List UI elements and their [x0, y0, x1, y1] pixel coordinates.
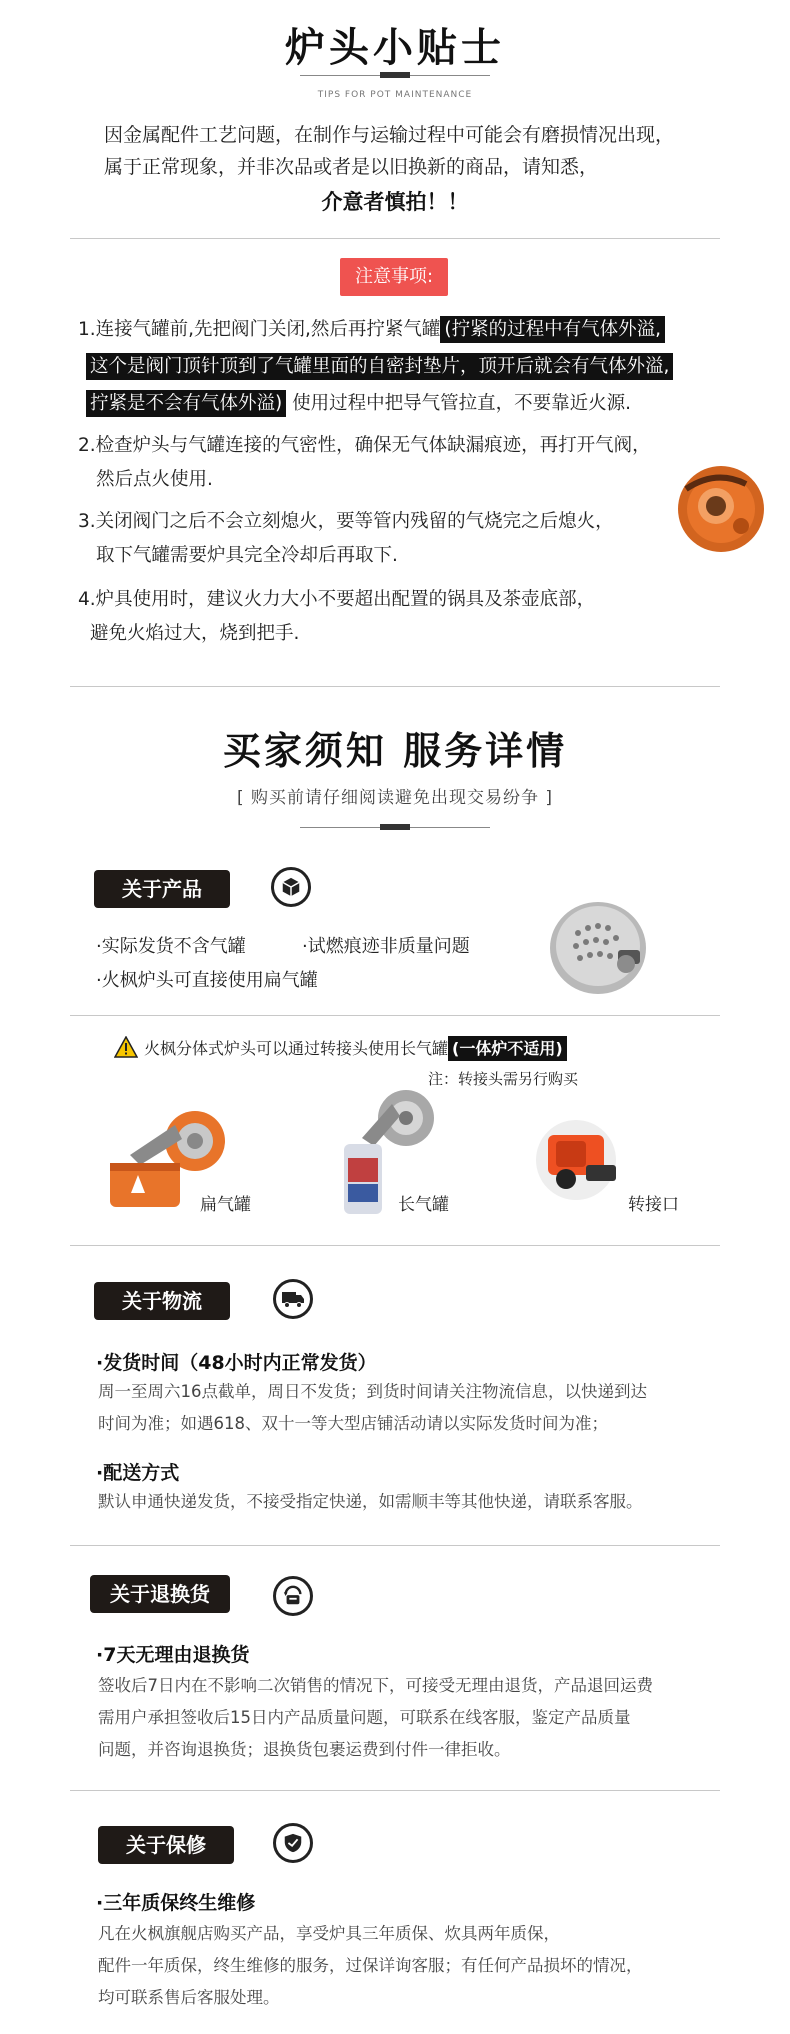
tip-1-line-3 [86, 387, 631, 421]
adapter-warning-highlight: (一体炉不适用) [448, 1036, 567, 1061]
intro-line-2: 属于正常现象，并非次品或者是以旧换新的商品，请知悉， [104, 156, 599, 178]
divider [70, 1790, 720, 1791]
tip-4-line-1: 4.炉具使用时，建议火力大小不要超出配置的锅具及茶壶底部， [78, 589, 596, 610]
tip-1-line-2 [86, 350, 673, 384]
adapter-photo [536, 1115, 626, 1205]
logistics-body-1: 周一至周六16点截单，周日不发货；到货时间请关注物流信息，以快递到达 [98, 1382, 647, 1401]
gas-connector-photo [676, 464, 766, 554]
product-bullet: ·实际发货不含气罐 [96, 936, 246, 957]
adapter-note: 注：转接头需另行购买 [428, 1070, 579, 1088]
logistics-heading-2: ·配送方式 [96, 1462, 180, 1484]
returns-label: 关于退换货 [90, 1575, 230, 1613]
buyer-section-title: 买家须知 服务详情 [222, 729, 568, 773]
logistics-heading-1: ·发货时间（48小时内正常发货） [96, 1352, 377, 1374]
product-bullet: ·试燃痕迹非质量问题 [302, 936, 470, 957]
long-canister-caption: 长气罐 [398, 1195, 449, 1215]
warranty-body: 配件一年质保，终生维修的服务，过保详询客服；有任何产品损坏的情况， [98, 1956, 643, 1975]
buyer-section-subtitle: [ 购买前请仔细阅读避免出现交易纷争 ] [236, 788, 554, 808]
warranty-body: 均可联系售后客服处理。 [98, 1988, 280, 2007]
flat-canister-caption: 扁气罐 [200, 1195, 251, 1215]
divider [70, 1545, 720, 1546]
truck-icon [273, 1279, 313, 1319]
tip-1-highlight-2: 这个是阀门顶针顶到了气罐里面的自密封垫片，顶开后就会有气体外溢, [86, 353, 673, 380]
returns-heading-1: ·7天无理由退换货 [96, 1644, 250, 1666]
title-divider-bar [380, 72, 410, 78]
warranty-heading-1: ·三年质保终生维修 [96, 1892, 256, 1914]
warranty-body: 凡在火枫旗舰店购买产品，享受炉具三年质保、炊具两年质保， [98, 1924, 560, 1943]
returns-body: 问题，并咨询退换货；退换货包裹运费到付件一律拒收。 [98, 1740, 511, 1759]
tip-1-prefix: 1.连接气罐前,先把阀门关闭,然后再拧紧气罐 [78, 319, 441, 340]
notice-badge: 注意事项: [340, 258, 448, 296]
tip-3-line-2: 取下气罐需要炉具完全冷却后再取下. [96, 545, 398, 566]
warning-icon [114, 1036, 138, 1058]
returns-body: 需用户承担签收后15日内产品质量问题，可联系在线客服，鉴定产品质量 [98, 1708, 631, 1727]
logistics-body-2: 默认申通快递发货，不接受指定快递，如需顺丰等其他快递，请联系客服。 [98, 1492, 643, 1511]
adapter-warning [144, 1036, 567, 1059]
divider [70, 1245, 720, 1246]
returns-body: 签收后7日内在不影响二次销售的情况下，可接受无理由退货，产品退回运费 [98, 1676, 653, 1695]
divider [70, 686, 720, 687]
box-icon [271, 867, 311, 907]
section-divider-bar [380, 824, 410, 830]
tip-1-highlight-1: (拧紧的过程中有气体外溢, [440, 316, 665, 343]
tip-1-highlight-3: 拧紧是不会有气体外溢) [86, 390, 286, 417]
product-label: 关于产品 [94, 870, 230, 908]
product-bullet: ·火枫炉头可直接使用扁气罐 [96, 970, 318, 991]
tip-3-line-1: 3.关闭阀门之后不会立刻熄火，要等管内残留的气烧完之后熄火， [78, 511, 614, 532]
adapter-warning-text: 火枫分体式炉头可以通过转接头使用长气罐 [144, 1039, 449, 1058]
tip-1-line-1 [78, 313, 665, 347]
tip-2-line-2: 然后点火使用. [96, 469, 213, 490]
tip-1-suffix: 使用过程中把导气管拉直，不要靠近火源. [292, 393, 631, 414]
return-icon [273, 1576, 313, 1616]
adapter-caption: 转接口 [628, 1195, 679, 1215]
divider [70, 238, 720, 239]
logistics-label: 关于物流 [94, 1282, 230, 1320]
intro-line-1: 因金属配件工艺问题，在制作与运输过程中可能会有磨损情况出现， [104, 124, 675, 146]
tip-2-line-1: 2.检查炉头与气罐连接的气密性，确保无气体缺漏痕迹，再打开气阀， [78, 435, 651, 456]
intro-emphasis: 介意者慎拍！！ [321, 190, 469, 214]
logistics-body-1: 时间为准；如遇618、双十一等大型店铺活动请以实际发货时间为准； [98, 1414, 608, 1433]
page-title: 炉头小贴士 [285, 25, 505, 71]
warranty-label: 关于保修 [98, 1826, 234, 1864]
tip-4-line-2: 避免火焰过大，烧到把手. [90, 623, 300, 644]
shield-icon [273, 1823, 313, 1863]
title-subtitle: TIPS FOR POT MAINTENANCE [317, 90, 473, 100]
stove-photo [548, 898, 652, 998]
divider [70, 1015, 720, 1016]
